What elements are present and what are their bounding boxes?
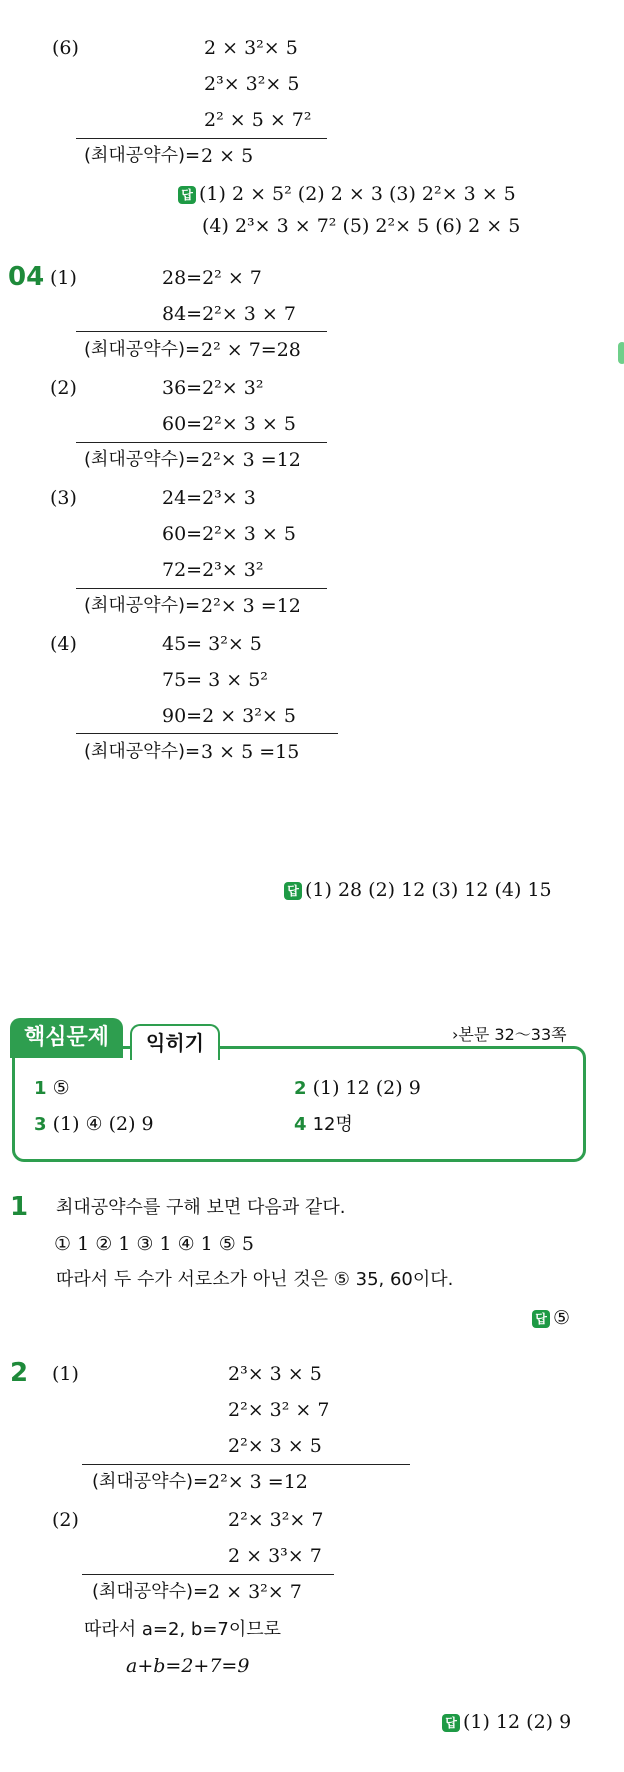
answer-line: 답 (1) 12 (2) 9 bbox=[442, 1710, 571, 1734]
gcd-value: 3 × 5 =15 bbox=[201, 741, 300, 763]
core-answer-item: 1 ⑤ bbox=[34, 1077, 70, 1099]
item-label: (4) bbox=[50, 633, 77, 655]
gcd-label: (최대공약수)= bbox=[84, 449, 201, 470]
solution-text: 따라서 두 수가 서로소가 아닌 것은 ⑤ 35, 60이다. bbox=[56, 1269, 454, 1290]
factor-row: 2³× 3²× 5 bbox=[204, 73, 300, 95]
answer-line: 답 (1) 2 × 5² (2) 2 × 3 (3) 2²× 3 × 5 bbox=[178, 182, 516, 206]
core-answer-box bbox=[12, 1046, 586, 1162]
factor-row: 28=2² × 7 bbox=[162, 267, 262, 289]
divider-line bbox=[82, 1464, 410, 1465]
gcd-label: (최대공약수)= bbox=[84, 145, 201, 166]
factor-row: 2²× 3² × 7 bbox=[228, 1399, 330, 1421]
factor-row: 24=2³× 3 bbox=[162, 487, 256, 509]
core-answer-item: 4 12명 bbox=[294, 1114, 353, 1135]
gcd-label: (최대공약수)= bbox=[84, 595, 201, 616]
factor-row: 2²× 3²× 7 bbox=[228, 1509, 324, 1531]
gcd-label: (최대공약수)= bbox=[92, 1471, 209, 1492]
gcd-value: 2² × 7=28 bbox=[201, 339, 301, 361]
page-reference: ›본문 32～33쪽 bbox=[452, 1025, 567, 1044]
problem-number: 1 bbox=[10, 1192, 29, 1222]
divider-line bbox=[82, 1574, 334, 1575]
divider-line bbox=[76, 588, 327, 589]
factor-row: 60=2²× 3 × 5 bbox=[162, 413, 296, 435]
item-label: (3) bbox=[50, 487, 77, 509]
choice-list: ① 1 ② 1 ③ 1 ④ 1 ⑤ 5 bbox=[54, 1233, 254, 1255]
divider-line bbox=[76, 733, 338, 734]
core-answer-item: 3 (1) ④ (2) 9 bbox=[34, 1113, 154, 1135]
solution-text: 최대공약수를 구해 보면 다음과 같다. bbox=[56, 1197, 346, 1218]
divider-line bbox=[76, 138, 327, 139]
divider-line bbox=[76, 442, 327, 443]
factor-row: 84=2²× 3 × 7 bbox=[162, 303, 296, 325]
factor-row: 2²× 3 × 5 bbox=[228, 1435, 322, 1457]
core-answer-item: 2 (1) 12 (2) 9 bbox=[294, 1077, 421, 1099]
chevron-right-icon: › bbox=[452, 1025, 459, 1044]
factor-row: 2 × 3³× 7 bbox=[228, 1545, 322, 1567]
answer-line: 답 ⑤ bbox=[532, 1306, 570, 1330]
factor-row: 72=2³× 3² bbox=[162, 559, 264, 581]
gcd-value: 2 × 3²× 7 bbox=[208, 1581, 302, 1603]
factor-row: 36=2²× 3² bbox=[162, 377, 264, 399]
gcd-value: 2²× 3 =12 bbox=[201, 595, 301, 617]
solution-text: 따라서 a=2, b=7이므로 bbox=[84, 1619, 282, 1640]
factor-row: 2³× 3 × 5 bbox=[228, 1363, 322, 1385]
item-label: (1) bbox=[50, 267, 77, 289]
solution-equation: a+b=2+7=9 bbox=[126, 1655, 250, 1677]
gcd-label: (최대공약수)= bbox=[84, 339, 201, 360]
answer-badge-icon: 답 bbox=[284, 882, 302, 900]
gcd-value: 2 × 5 bbox=[201, 145, 254, 167]
factor-row: 90=2 × 3²× 5 bbox=[162, 705, 296, 727]
gcd-value: 2²× 3 =12 bbox=[208, 1471, 308, 1493]
gcd-value: 2²× 3 =12 bbox=[201, 449, 301, 471]
problem-number: 04 bbox=[8, 262, 45, 292]
divider-line bbox=[76, 331, 327, 332]
factor-row: 60=2²× 3 × 5 bbox=[162, 523, 296, 545]
factor-row: 2 × 3²× 5 bbox=[204, 37, 298, 59]
margin-tab-marker bbox=[618, 342, 624, 364]
answer-line: 답 (1) 28 (2) 12 (3) 12 (4) 15 bbox=[284, 878, 552, 902]
factor-row: 75= 3 × 5² bbox=[162, 669, 268, 691]
item-label: (6) bbox=[52, 37, 79, 59]
factor-row: 45= 3²× 5 bbox=[162, 633, 262, 655]
answer-line: (4) 2³× 3 × 7² (5) 2²× 5 (6) 2 × 5 bbox=[202, 215, 521, 237]
item-label: (1) bbox=[52, 1363, 79, 1385]
item-label: (2) bbox=[52, 1509, 79, 1531]
gcd-label: (최대공약수)= bbox=[92, 1581, 209, 1602]
core-tab-main: 핵심문제 bbox=[10, 1018, 123, 1058]
item-label: (2) bbox=[50, 377, 77, 399]
answer-badge-icon: 답 bbox=[178, 186, 196, 204]
answer-badge-icon: 답 bbox=[442, 1714, 460, 1732]
problem-number: 2 bbox=[10, 1358, 29, 1388]
core-tab-sub: 익히기 bbox=[130, 1024, 220, 1060]
answer-badge-icon: 답 bbox=[532, 1310, 550, 1328]
gcd-label: (최대공약수)= bbox=[84, 741, 201, 762]
factor-row: 2² × 5 × 7² bbox=[204, 109, 312, 131]
